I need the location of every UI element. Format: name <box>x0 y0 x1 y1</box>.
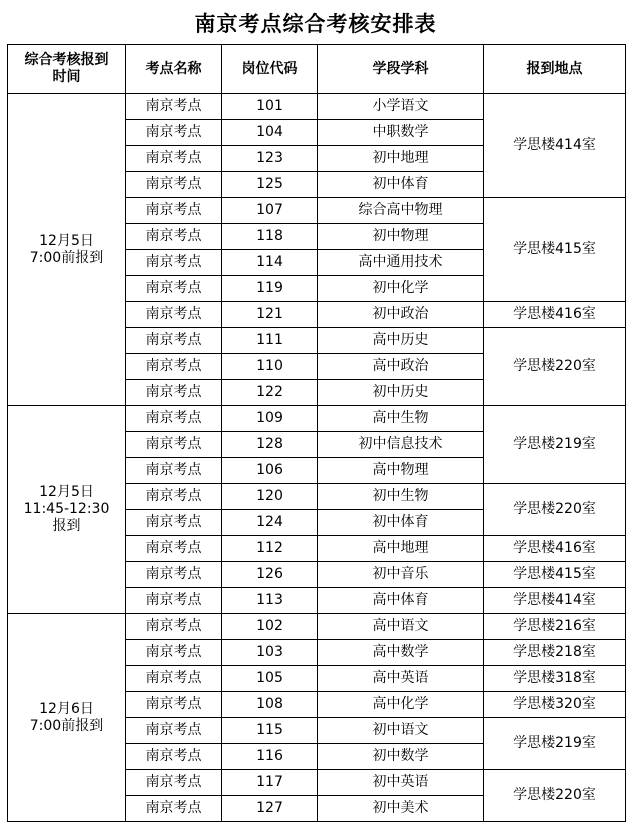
location-cell: 学思楼216室 <box>484 614 626 640</box>
site-cell: 南京考点 <box>126 718 222 744</box>
site-cell: 南京考点 <box>126 666 222 692</box>
post-code-cell: 111 <box>222 328 318 354</box>
site-cell: 南京考点 <box>126 406 222 432</box>
location-cell: 学思楼220室 <box>484 770 626 822</box>
subject-cell: 高中数学 <box>318 640 484 666</box>
subject-cell: 高中政治 <box>318 354 484 380</box>
site-cell: 南京考点 <box>126 198 222 224</box>
location-cell: 学思楼414室 <box>484 588 626 614</box>
post-code-cell: 107 <box>222 198 318 224</box>
post-code-cell: 124 <box>222 510 318 536</box>
table-row <box>8 94 626 120</box>
table-row <box>8 614 626 640</box>
location-cell: 学思楼318室 <box>484 666 626 692</box>
schedule-body <box>8 94 626 822</box>
site-cell: 南京考点 <box>126 614 222 640</box>
location-cell: 学思楼416室 <box>484 302 626 328</box>
report-time-line: 12月5日 <box>39 232 94 249</box>
site-cell: 南京考点 <box>126 588 222 614</box>
location-cell: 学思楼416室 <box>484 536 626 562</box>
post-code-cell: 103 <box>222 640 318 666</box>
subject-cell: 高中物理 <box>318 458 484 484</box>
post-code-cell: 126 <box>222 562 318 588</box>
subject-cell: 初中数学 <box>318 744 484 770</box>
header-time <box>8 45 126 94</box>
subject-cell: 高中体育 <box>318 588 484 614</box>
report-time-line: 7:00前报到 <box>29 717 104 734</box>
site-cell: 南京考点 <box>126 354 222 380</box>
post-code-cell: 108 <box>222 692 318 718</box>
header-subject: 学段学科 <box>318 45 484 94</box>
site-cell: 南京考点 <box>126 536 222 562</box>
subject-cell: 高中地理 <box>318 536 484 562</box>
site-cell: 南京考点 <box>126 796 222 822</box>
location-cell: 学思楼220室 <box>484 328 626 406</box>
post-code-cell: 115 <box>222 718 318 744</box>
site-cell: 南京考点 <box>126 120 222 146</box>
header-code: 岗位代码 <box>222 45 318 94</box>
subject-cell: 中职数学 <box>318 120 484 146</box>
site-cell: 南京考点 <box>126 328 222 354</box>
post-code-cell: 118 <box>222 224 318 250</box>
subject-cell: 初中政治 <box>318 302 484 328</box>
site-cell: 南京考点 <box>126 432 222 458</box>
subject-cell: 初中体育 <box>318 510 484 536</box>
post-code-cell: 120 <box>222 484 318 510</box>
header-site: 考点名称 <box>126 45 222 94</box>
post-code-cell: 128 <box>222 432 318 458</box>
post-code-cell: 122 <box>222 380 318 406</box>
site-cell: 南京考点 <box>126 484 222 510</box>
post-code-cell: 123 <box>222 146 318 172</box>
site-cell: 南京考点 <box>126 510 222 536</box>
site-cell: 南京考点 <box>126 146 222 172</box>
location-cell: 学思楼415室 <box>484 562 626 588</box>
subject-cell: 初中英语 <box>318 770 484 796</box>
header-time-line1: 综合考核报到 <box>24 52 109 68</box>
post-code-cell: 114 <box>222 250 318 276</box>
site-cell: 南京考点 <box>126 224 222 250</box>
table-row <box>8 406 626 432</box>
subject-cell: 高中化学 <box>318 692 484 718</box>
location-cell: 学思楼218室 <box>484 640 626 666</box>
location-cell: 学思楼415室 <box>484 198 626 302</box>
post-code-cell: 116 <box>222 744 318 770</box>
header-location: 报到地点 <box>484 45 626 94</box>
post-code-cell: 104 <box>222 120 318 146</box>
page-title: 南京考点综合考核安排表 <box>194 12 437 36</box>
site-cell: 南京考点 <box>126 276 222 302</box>
post-code-cell: 112 <box>222 536 318 562</box>
post-code-cell: 127 <box>222 796 318 822</box>
subject-cell: 初中信息技术 <box>318 432 484 458</box>
subject-cell: 初中化学 <box>318 276 484 302</box>
subject-cell: 初中地理 <box>318 146 484 172</box>
subject-cell: 初中体育 <box>318 172 484 198</box>
subject-cell: 初中美术 <box>318 796 484 822</box>
location-cell: 学思楼220室 <box>484 484 626 536</box>
post-code-cell: 113 <box>222 588 318 614</box>
location-cell: 学思楼414室 <box>484 94 626 198</box>
report-time-line: 12月5日 <box>39 484 94 500</box>
post-code-cell: 106 <box>222 458 318 484</box>
site-cell: 南京考点 <box>126 302 222 328</box>
report-time-cell <box>8 614 126 822</box>
report-time-line: 12月6日 <box>39 700 94 717</box>
post-code-cell: 105 <box>222 666 318 692</box>
site-cell: 南京考点 <box>126 458 222 484</box>
post-code-cell: 117 <box>222 770 318 796</box>
subject-cell: 高中历史 <box>318 328 484 354</box>
location-cell: 学思楼219室 <box>484 718 626 770</box>
post-code-cell: 102 <box>222 614 318 640</box>
subject-cell: 初中物理 <box>318 224 484 250</box>
subject-cell: 初中历史 <box>318 380 484 406</box>
subject-cell: 高中语文 <box>318 614 484 640</box>
site-cell: 南京考点 <box>126 250 222 276</box>
subject-cell: 综合高中物理 <box>318 198 484 224</box>
subject-cell: 初中语文 <box>318 718 484 744</box>
header-row <box>8 45 626 94</box>
site-cell: 南京考点 <box>126 562 222 588</box>
site-cell: 南京考点 <box>126 770 222 796</box>
subject-cell: 初中生物 <box>318 484 484 510</box>
subject-cell: 初中音乐 <box>318 562 484 588</box>
report-time-cell <box>8 94 126 406</box>
subject-cell: 高中生物 <box>318 406 484 432</box>
header-time-line2: 时间 <box>52 69 81 85</box>
post-code-cell: 101 <box>222 94 318 120</box>
post-code-cell: 125 <box>222 172 318 198</box>
location-cell: 学思楼320室 <box>484 692 626 718</box>
site-cell: 南京考点 <box>126 744 222 770</box>
post-code-cell: 110 <box>222 354 318 380</box>
report-time-line: 11:45-12:30 <box>23 501 110 517</box>
site-cell: 南京考点 <box>126 380 222 406</box>
subject-cell: 高中通用技术 <box>318 250 484 276</box>
post-code-cell: 109 <box>222 406 318 432</box>
schedule-table <box>7 44 626 822</box>
report-time-line: 报到 <box>52 518 81 534</box>
report-time-line: 7:00前报到 <box>29 249 104 266</box>
location-cell: 学思楼219室 <box>484 406 626 484</box>
post-code-cell: 121 <box>222 302 318 328</box>
site-cell: 南京考点 <box>126 172 222 198</box>
site-cell: 南京考点 <box>126 692 222 718</box>
subject-cell: 小学语文 <box>318 94 484 120</box>
post-code-cell: 119 <box>222 276 318 302</box>
report-time-cell <box>8 406 126 614</box>
site-cell: 南京考点 <box>126 640 222 666</box>
site-cell: 南京考点 <box>126 94 222 120</box>
subject-cell: 高中英语 <box>318 666 484 692</box>
